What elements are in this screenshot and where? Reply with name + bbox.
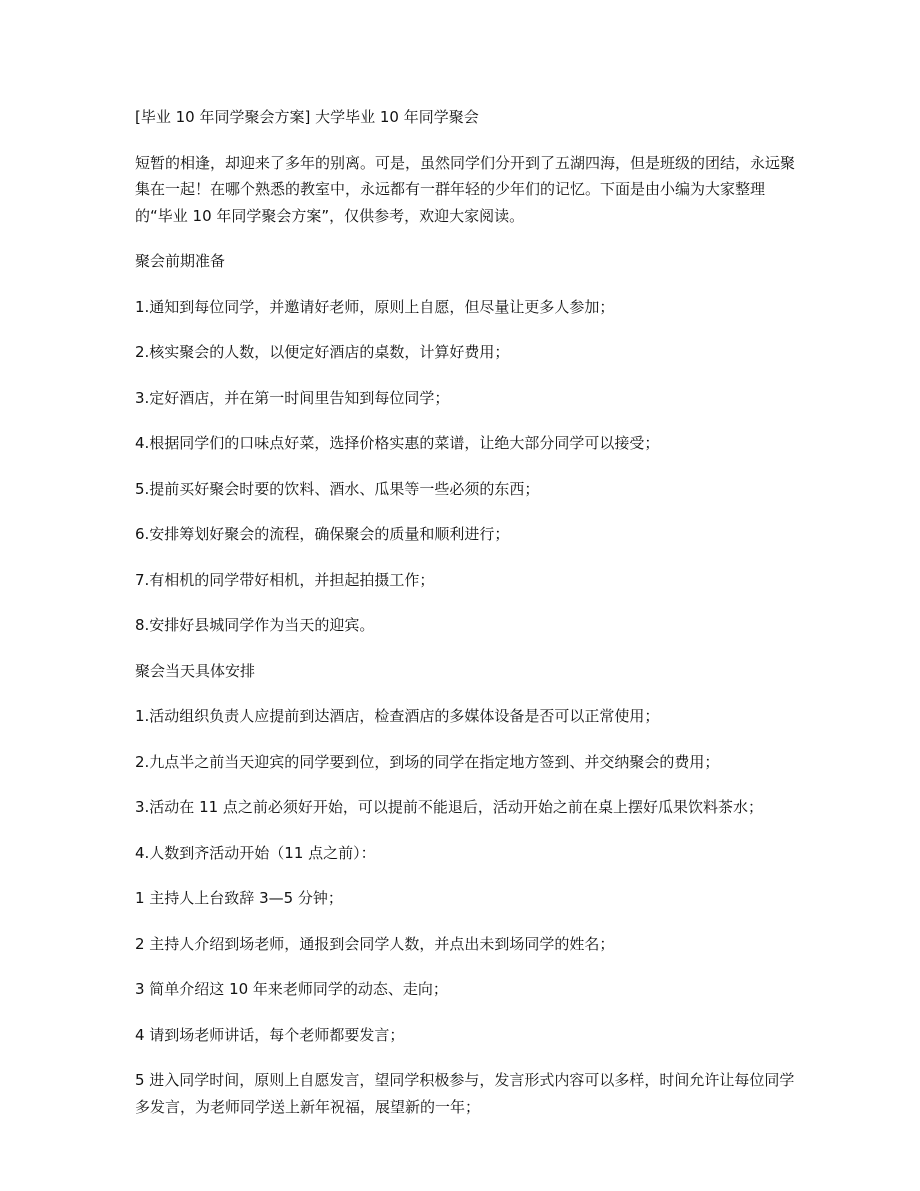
list-item: 5.提前买好聚会时要的饮料、酒水、瓜果等一些必须的东西； [135, 479, 540, 498]
list-item: 7.有相机的同学带好相机，并担起拍摄工作； [135, 570, 435, 589]
section-heading-preparation: 聚会前期准备 [135, 252, 226, 270]
list-item: 8.安排好县城同学作为当天的迎宾。 [135, 616, 375, 634]
list-item: 2.核实聚会的人数，以便定好酒店的桌数，计算好费用； [135, 343, 510, 361]
intro-paragraph: 短暂的相逢，却迎来了多年的别离。可是，虽然同学们分开到了五湖四海，但是班级的团结，永远聚集在一起！在哪个熟悉的教室中，永远都有一群年轻的少年们的记忆。下面是由小编为大家整理的“毕业 10 年同学聚会方案”，仅供参考，欢迎大家阅读。 [135, 153, 796, 225]
list-item: 4.人数到齐活动开始（11 点之前）： [135, 843, 376, 862]
program-item: 1 主持人上台致辞 3—5 分钟； [135, 889, 343, 907]
list-item: 3.定好酒店，并在第一时间里告知到每位同学； [135, 388, 450, 407]
program-item: 5 进入同学时间，原则上自愿发言，望同学积极参与，发言形式内容可以多样，时间允许让每位同学多发言，为老师同学送上新年祝福，展望新的一年； [135, 1071, 795, 1116]
list-item: 6.安排筹划好聚会的流程，确保聚会的质量和顺利进行； [135, 525, 510, 543]
program-item: 2 主持人介绍到场老师，通报到会同学人数，并点出未到场同学的姓名； [135, 934, 615, 953]
list-item: 1.通知到每位同学，并邀请好老师，原则上自愿，但尽量让更多人参加； [135, 297, 615, 316]
list-item: 1.活动组织负责人应提前到达酒店，检查酒店的多媒体设备是否可以正常使用； [135, 707, 660, 725]
list-item: 3.活动在 11 点之前必须好开始，可以提前不能退后，活动开始之前在桌上摆好瓜果饮料茶水； [135, 798, 763, 816]
document-page [135, 104, 795, 1139]
document-title: [毕业 10 年同学聚会方案] 大学毕业 10 年同学聚会 [135, 108, 479, 126]
section-heading-day-schedule: 聚会当天具体安排 [135, 661, 256, 680]
list-item: 2.九点半之前当天迎宾的同学要到位，到场的同学在指定地方签到、并交纳聚会的费用； [135, 752, 720, 771]
list-item: 4.根据同学们的口味点好菜，选择价格实惠的菜谱，让绝大部分同学可以接受； [135, 434, 660, 452]
program-item: 4 请到场老师讲话，每个老师都要发言； [135, 1025, 405, 1044]
program-item: 3 简单介绍这 10 年来老师同学的动态、走向； [135, 980, 448, 998]
